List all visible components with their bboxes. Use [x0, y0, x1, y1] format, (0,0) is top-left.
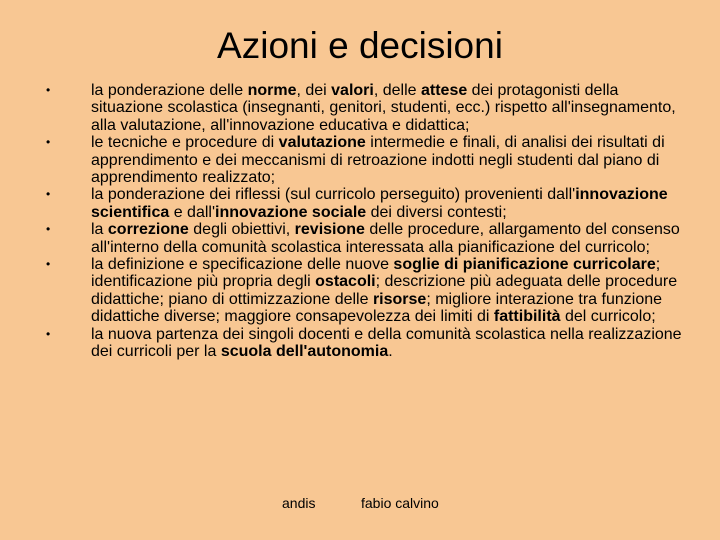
bullet-marker: • [46, 83, 51, 97]
bullet-text: degli obiettivi, [188, 221, 295, 239]
bullet-text: . [388, 343, 393, 361]
bullet-text: ; identificazione più propria degli [91, 256, 661, 291]
bold-keyword: correzione [107, 221, 189, 239]
bold-keyword: ostacoli [315, 273, 376, 291]
bullet-text: la ponderazione delle [91, 82, 248, 99]
bold-keyword: fattibilità [493, 308, 561, 326]
bullet-marker: • [46, 222, 51, 237]
bullet-text: ; descrizione più adeguata delle procedure didattiche; piano di ottimizzazione delle [91, 273, 678, 308]
bold-keyword: norme [247, 82, 297, 99]
bullet-text: , delle [373, 82, 421, 99]
bullet-text: e dall' [169, 203, 216, 221]
bullet-item [40, 186, 690, 221]
bullet-item [40, 256, 690, 326]
slide-title: Azioni e decisioni [217, 25, 503, 66]
bullet-text: dei diversi contesti; [366, 203, 507, 221]
bullet-text: del curricolo; [560, 308, 656, 326]
footer-right: fabio calvino [361, 495, 439, 511]
bold-keyword: innovazione sociale [215, 203, 367, 221]
bullet-list [40, 82, 690, 361]
bullet-marker: • [46, 135, 51, 150]
bullet-item [40, 221, 690, 256]
bullet-marker: • [46, 326, 51, 341]
bold-keyword: attese [420, 82, 468, 99]
bullet-text: le tecniche e procedure di [91, 134, 279, 152]
bold-keyword: valori [331, 82, 374, 99]
bullet-marker: • [46, 257, 51, 272]
bold-keyword: scuola dell'autonomia [220, 343, 389, 361]
footer-left: andis [282, 495, 316, 511]
bold-keyword: risorse [372, 290, 427, 308]
bullet-text: la nuova partenza dei singoli docenti e della comunità scolastica nella realizzazione dei curricoli per la [91, 325, 682, 361]
bullet-text: , dei [296, 82, 332, 99]
bold-keyword: soglie di pianificazione curricolare [393, 256, 656, 274]
bold-keyword: revisione [294, 221, 365, 239]
bullet-text: intermedie e finali, di analisi dei risultati di apprendimento e dei meccanismi di retroazione indotti negli studenti dal piano di apprendimento realizzato; [91, 134, 665, 187]
bullet-marker: • [46, 187, 51, 202]
bold-keyword: valutazione [278, 134, 366, 152]
bullet-item [40, 326, 690, 361]
bullet-item [40, 134, 690, 186]
bullet-text: ; migliore interazione tra funzione didattiche diverse; maggiore consapevolezza dei limiti di [91, 290, 663, 326]
bullet-text: la definizione e specificazione delle nuove [91, 256, 394, 274]
bullet-item [40, 82, 690, 134]
bullet-text: la [91, 221, 108, 239]
bullet-text: dei protagonisti della situazione scolastica (insegnanti, genitori, studenti, ecc.) rispetto all'insegnamento, alla valutazione, all'innovazione educativa e didattica; [91, 82, 676, 134]
bullet-text: la ponderazione dei riflessi (sul curricolo perseguito) provenienti dall' [91, 186, 576, 204]
bullet-text: delle procedure, allargamento del consenso all'interno della comunità scolastica interessata alla pianificazione del curricolo; [91, 221, 680, 256]
bold-keyword: innovazione scientifica [91, 186, 668, 221]
